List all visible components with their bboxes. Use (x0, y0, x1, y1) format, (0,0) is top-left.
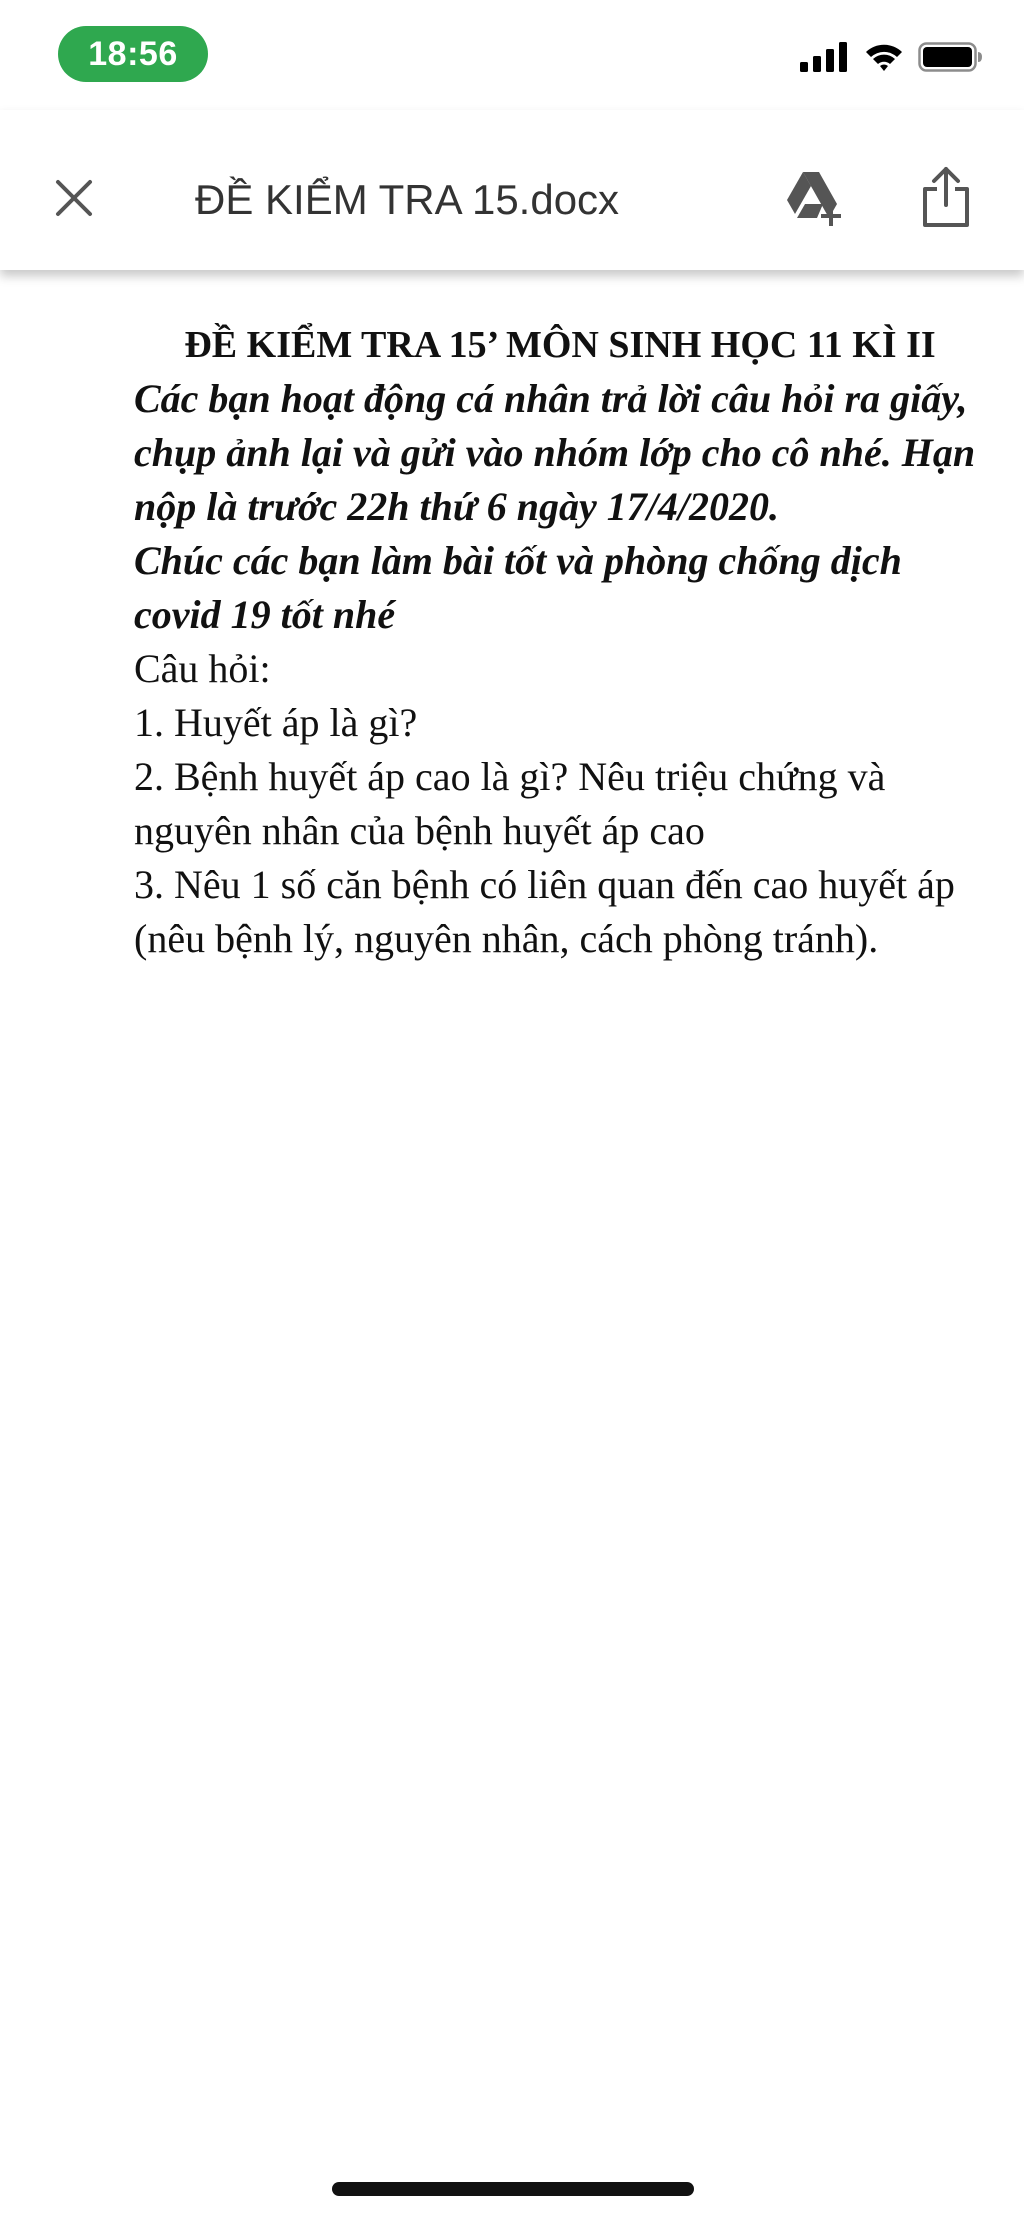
share-button[interactable] (916, 164, 976, 234)
close-icon (54, 178, 94, 223)
document-heading: ĐỀ KIỂM TRA 15’ MÔN SINH HỌC 11 KÌ II (184, 324, 936, 366)
question-item: 1. Huyết áp là gì? (134, 700, 418, 745)
close-button[interactable] (46, 172, 102, 228)
document-page[interactable] (0, 270, 1024, 2217)
share-icon (921, 165, 971, 234)
document-content (134, 318, 986, 966)
status-bar (0, 0, 1024, 110)
instructions-paragraph: Các bạn hoạt động cá nhân trả lời câu hỏi ra giấy, chụp ảnh lại và gửi vào nhóm lớp cho cô nhé. Hạn nộp là trước 22h thứ 6 ngày 17/4/2020. (134, 376, 976, 529)
question-item: 3. Nêu 1 số căn bệnh có liên quan đến cao huyết áp (nêu bệnh lý, nguyên nhân, cách phòng tránh). (134, 862, 955, 961)
wishes-paragraph: Chúc các bạn làm bài tốt và phòng chống dịch covid 19 tốt nhé (134, 538, 902, 637)
status-icons (800, 44, 984, 74)
question-item: 2. Bệnh huyết áp cao là gì? Nêu triệu chứng và nguyên nhân của bệnh huyết áp cao (134, 754, 886, 853)
add-to-drive-icon (783, 168, 847, 233)
status-time: 18:56 (58, 26, 208, 82)
wifi-icon (864, 42, 904, 77)
battery-icon (918, 42, 984, 77)
questions-label: Câu hỏi: (134, 646, 271, 691)
cellular-signal-icon (800, 42, 850, 77)
document-title: ĐỀ KIỂM TRA 15.docx (195, 176, 620, 223)
document-viewer-toolbar (0, 110, 1024, 270)
add-to-drive-button[interactable] (782, 168, 848, 232)
home-indicator[interactable] (332, 2182, 694, 2196)
